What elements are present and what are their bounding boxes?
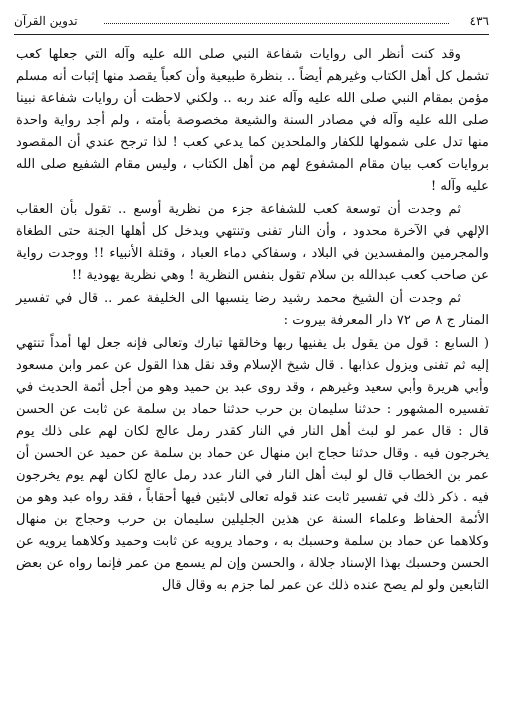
header-rule <box>14 34 489 35</box>
quotation-paragraph: ( السابع : قول من يقول بل يفنيها ربها وخالقها تبارك وتعالى فإنه جعل لها أمداً تنتهي إليه ثم تفنى ويزول عذابها . قال شيخ الإسلام وقد نقل هذا القول عن عمر وابن مسعود وأبي هريرة وأبي سعيد وغيرهم ، وقد روى عبد بن حميد وهو من أجل أئمة الحديث في تفسيره المشهور : حدثنا سليمان بن حرب حدثنا حماد بن سلمة عن ثابت عن الحسن قال : قال عمر لو لبث أهل النار في النار كقدر رمل عالج لكان لهم على ذلك يوم يخرجون فيه . وقال حدثنا حجاج ابن منهال عن حماد بن سلمة عن حميد عن الحسن أن عمر بن الخطاب قال لو لبث أهل النار في النار عدد رمل عالج لكان لهم يوم يخرجون فيه . ذكر ذلك في تفسير ثابت عند قوله تعالى لابثين فيها أحقاباً ، فقد رواه عبد وهو من الأئمة الحفاظ وعلماء السنة عن هذين الجليلين سليمان بن حرب وحجاج بن منهال وكلاهما عن حماد بن سلمة وحسبك به ، وحماد يرويه عن ثابت وحميد وكلاهما يرويه عن الحسن وحسبك بهذا الإسناد جلالة ، والحسن وإن لم يسمع من عمر فإنما رواه عن بعض التابعين ولو لم يصح عنده ذلك عن عمر لما جزم به وقال قال <box>16 336 489 593</box>
page-header <box>14 10 489 32</box>
paragraph: ثم وجدت أن الشيخ محمد رشيد رضا ينسبها الى الخليفة عمر .. قال في تفسير المنار ج ٨ ص ٧٢ دار المعرفة بيروت : <box>16 291 489 328</box>
page-number: ٤٣٦ <box>469 14 489 28</box>
body-text <box>16 44 489 597</box>
paragraph: ثم وجدت أن توسعة كعب للشفاعة جزء من نظرية أوسع .. تقول بأن العقاب الإلهي في الآخرة محدود ، وأن النار تفنى وتنتهي ويدخل كل أهلها الجنة حتى الطغاة والمجرمين والمفسدين في البلاد ، وسفاكي دماء العباد ، وقتلة الأنبياء !! ووجدت رواية عن صاحب كعب عبدالله بن سلام تقول بنفس النظرية ! وهي نظرية يهودية !! <box>16 202 489 283</box>
header-leader-dots <box>104 23 449 24</box>
paragraph: وقد كنت أنظر الى روايات شفاعة النبي صلى الله عليه وآله التي جعلها كعب تشمل كل أهل الكتاب وغيرهم أيضاً .. بنظرة طبيعية وأن كعباً يقصد منها إثبات أنه مسلم مؤمن بمقام النبي صلى الله عليه وآله عند ربه .. ولكني لاحظت أن روايات شفاعة نبينا صلى الله عليه وآله في مصادر السنة والشيعة مخصوصة بأمته ، ولم أجد رواية واحدة منها تدل على شمولها للكفار والملحدين كما يدعي كعب ! لذا ترجح عندي أن المقصود بروايات كعب بيان مقام المشفوع لهم من أهل الكتاب ، وليس مقام الشفيع صلى الله عليه وآله ! <box>16 47 489 194</box>
running-title: تدوين القرآن <box>14 14 78 28</box>
